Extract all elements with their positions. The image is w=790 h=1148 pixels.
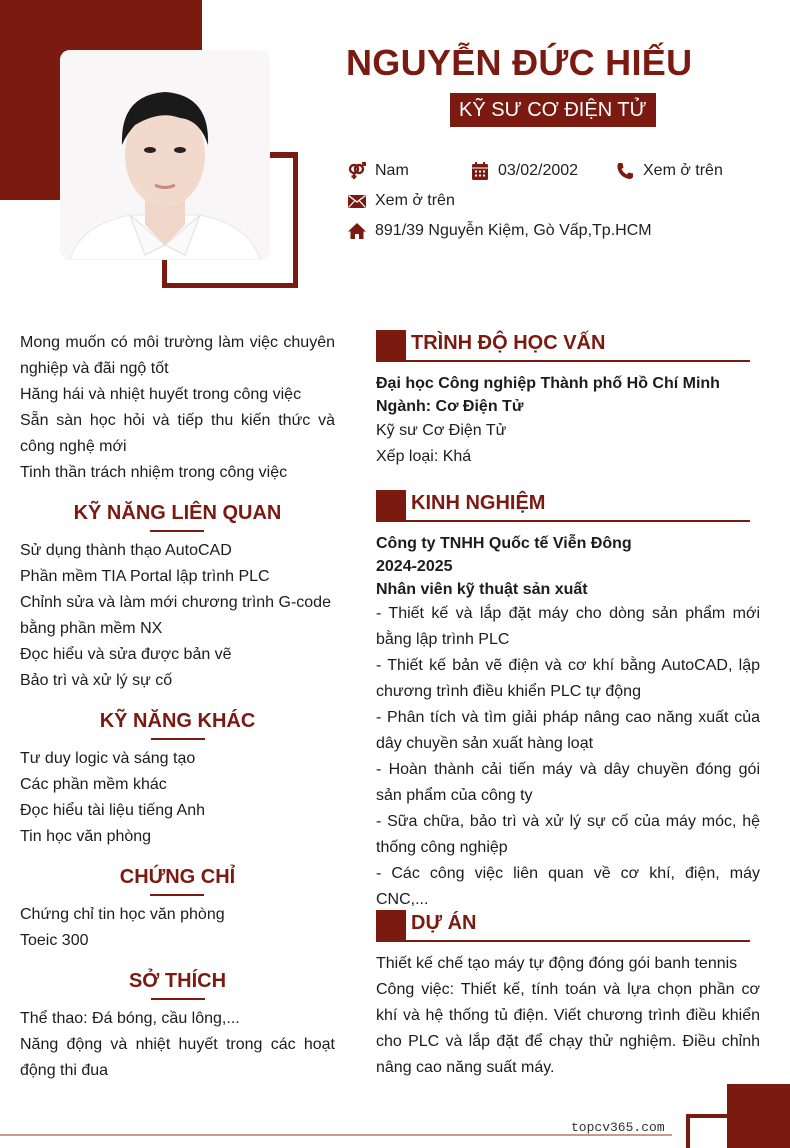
objective-section — [20, 330, 335, 486]
phone-icon — [615, 161, 635, 181]
skills-section — [20, 538, 335, 694]
other-skill-item: Đọc hiểu tài liệu tiếng Anh — [20, 802, 206, 819]
gender-icon — [347, 161, 367, 181]
project-description: Công việc: Thiết kế, tính toán và lựa chọn phần cơ khí và hệ thống tủ điện. Viết chương trình điều khiển cho PLC và lắp đặt để chạy thử nghiệm. Điều chỉnh nâng cao năng suất máy. — [376, 981, 760, 1076]
contact-email — [347, 190, 455, 212]
experience-period: 2024-2025 — [376, 558, 453, 575]
experience-item: - Hoàn thành cải tiến máy và dây chuyền đóng gói sản phẩm của công ty — [376, 761, 760, 804]
experience-heading — [376, 490, 750, 522]
experience-item: - Các công việc liên quan về cơ khí, điện, máy CNC,... — [376, 865, 760, 908]
skills-heading-label: KỸ NĂNG LIÊN QUAN — [74, 502, 282, 528]
skills-heading — [20, 502, 335, 528]
objective-item: Tinh thần trách nhiệm trong công việc — [20, 464, 288, 481]
experience-section — [376, 490, 760, 913]
heading-square-decoration — [376, 490, 406, 522]
contact-address — [347, 220, 652, 242]
projects-heading — [376, 910, 750, 942]
projects-section — [376, 910, 760, 1081]
certificate-item: Toeic 300 — [20, 932, 89, 949]
email-value: Xem ở trên — [375, 192, 455, 209]
heading-square-decoration — [376, 910, 406, 942]
certificates-heading — [20, 866, 335, 892]
experience-item: - Sữa chữa, bảo trì và xử lý sự cố của máy móc, hệ thống công nghiệp — [376, 813, 760, 856]
objective-item: Mong muốn có môi trường làm việc chuyên nghiệp và đãi ngộ tốt — [20, 334, 335, 377]
other-skill-item: Tư duy logic và sáng tạo — [20, 750, 196, 767]
decorative-block-bottom-right — [727, 1084, 790, 1148]
experience-item: - Phân tích và tìm giải pháp nâng cao năng xuất của dây chuyền sản xuất hàng loạt — [376, 709, 760, 752]
certificates-heading-label: CHỨNG CHỈ — [120, 866, 235, 892]
birthday-value: 03/02/2002 — [498, 162, 579, 179]
hobby-item: Năng động và nhiệt huyết trong các hoạt động thi đua — [20, 1036, 335, 1079]
address-value: 891/39 Nguyễn Kiệm, Gò Vấp,Tp.HCM — [375, 222, 652, 239]
objective-item: Hăng hái và nhiệt huyết trong công việc — [20, 386, 302, 403]
skill-item: Sử dụng thành thạo AutoCAD — [20, 542, 232, 559]
other-skills-section — [20, 746, 335, 850]
other-skills-heading-label: KỸ NĂNG KHÁC — [100, 710, 256, 736]
certificate-item: Chứng chỉ tin học văn phòng — [20, 906, 225, 923]
phone-value: Xem ở trên — [643, 162, 723, 179]
project-name: Thiết kế chế tạo máy tự động đóng gói banh tennis — [376, 955, 738, 972]
avatar-photo — [60, 50, 270, 260]
experience-heading-label: KINH NGHIỆM — [411, 492, 546, 514]
gender-value: Nam — [375, 162, 409, 179]
skill-item: Đọc hiểu và sửa được bản vẽ — [20, 646, 232, 663]
candidate-name: NGUYỄN ĐỨC HIẾU — [346, 42, 693, 83]
education-heading-label: TRÌNH ĐỘ HỌC VẤN — [411, 332, 606, 354]
education-heading — [376, 330, 750, 362]
contact-gender — [347, 160, 409, 182]
hobbies-section — [20, 1006, 335, 1084]
footer-watermark: topcv365.com — [571, 1120, 665, 1135]
education-major: Ngành: Cơ Điện Tử — [376, 398, 524, 415]
education-school: Đại học Công nghiệp Thành phố Hồ Chí Minh — [376, 375, 720, 392]
objective-item: Sẵn sàn học hỏi và tiếp thu kiến thức và công nghệ mới — [20, 412, 335, 455]
home-icon — [347, 221, 367, 241]
experience-company: Công ty TNHH Quốc tế Viễn Đông — [376, 535, 632, 552]
education-rank: Xếp loại: Khá — [376, 448, 472, 465]
other-skill-item: Tin học văn phòng — [20, 828, 152, 845]
hobby-item: Thể thao: Đá bóng, cầu lông,... — [20, 1010, 240, 1027]
job-title-badge: KỸ SƯ CƠ ĐIỆN TỬ — [450, 93, 656, 127]
experience-item: - Thiết kế và lắp đặt máy cho dòng sản phẩm mới bằng lập trình PLC — [376, 605, 760, 648]
other-skill-item: Các phần mềm khác — [20, 776, 167, 793]
contact-birthday — [470, 160, 578, 182]
contact-phone — [615, 160, 723, 182]
experience-position: Nhân viên kỹ thuật sản xuất — [376, 581, 588, 598]
person-portrait-icon — [60, 50, 270, 260]
experience-item: - Thiết kế bản vẽ điện và cơ khí bằng AutoCAD, lập chương trình điều khiển PLC tự động — [376, 657, 760, 700]
projects-heading-label: DỰ ÁN — [411, 912, 477, 934]
skill-item: Chỉnh sửa và làm mới chương trình G-code bằng phần mềm NX — [20, 594, 331, 637]
skill-item: Bảo trì và xử lý sự cố — [20, 672, 173, 689]
hobbies-heading — [20, 970, 335, 996]
envelope-icon — [347, 191, 367, 211]
other-skills-heading — [20, 710, 335, 736]
calendar-icon — [470, 161, 490, 181]
heading-square-decoration — [376, 330, 406, 362]
education-section — [376, 330, 760, 470]
left-column — [20, 330, 335, 1084]
hobbies-heading-label: SỞ THÍCH — [129, 970, 226, 996]
skill-item: Phần mềm TIA Portal lập trình PLC — [20, 568, 270, 585]
education-degree: Kỹ sư Cơ Điện Tử — [376, 422, 507, 439]
certificates-section — [20, 902, 335, 954]
